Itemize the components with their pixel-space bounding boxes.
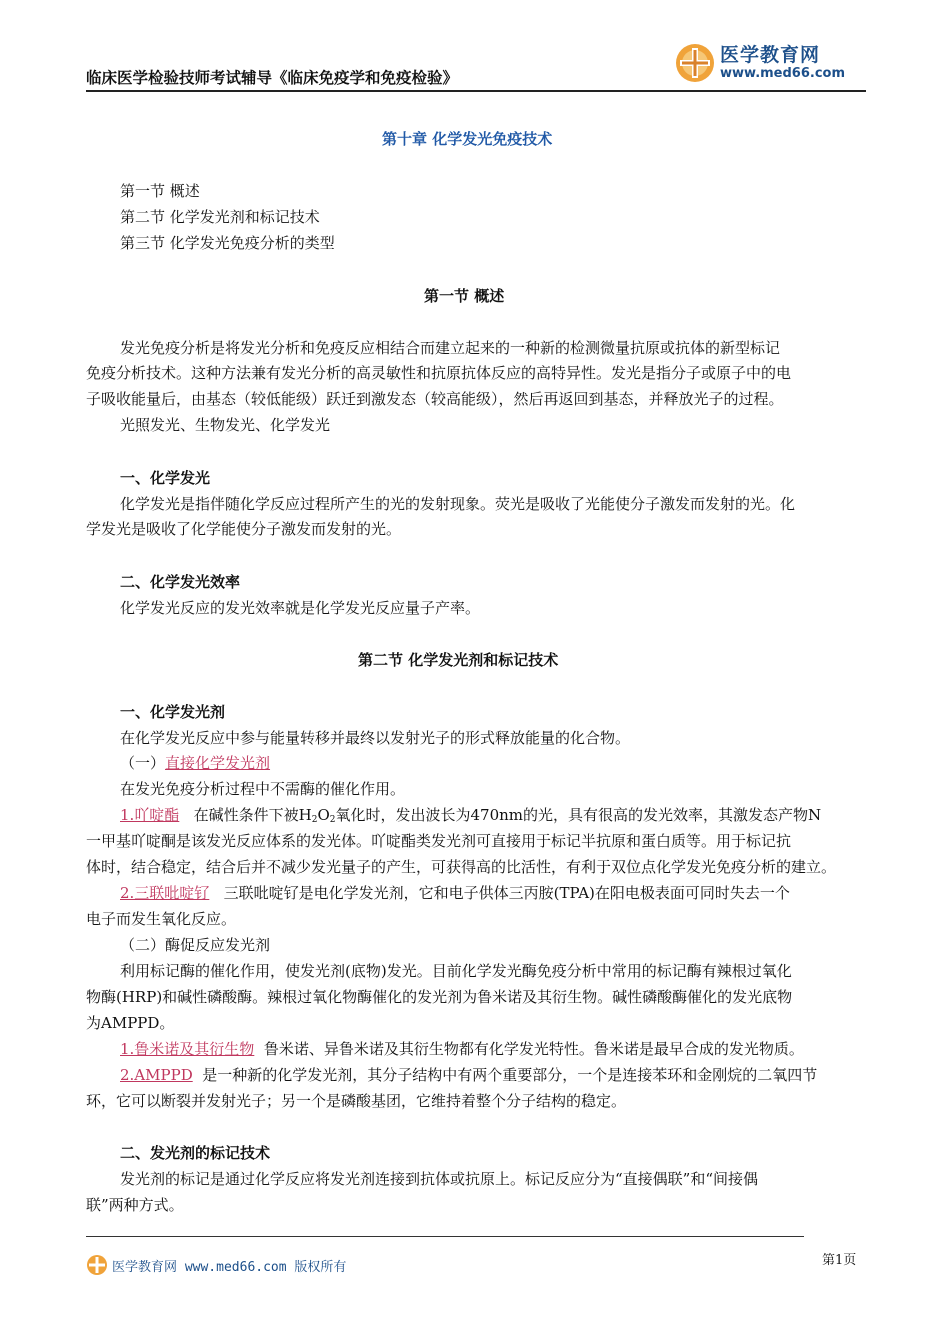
item-text: 是一种新的化学发光剂，其分子结构中有两个重要部分，一个是连接苯环和金刚烷的二氧四节	[202, 1066, 818, 1084]
paragraph-line	[120, 752, 270, 773]
page-number: 第1页	[822, 1253, 857, 1268]
item-text: 氧化时，发出波长为470nm的光，具有很高的发光效率，其激发态产物N	[335, 806, 822, 824]
paragraph-line: 化学发光是指伴随化学反应过程所产生的光的发射现象。荧光是吸收了光能使分子激发而发射的光。化	[120, 495, 796, 513]
paragraph-line: 利用标记酶的催化作用，使发光剂(底物)发光。目前化学发光酶免疫分析中常用的标记酶有辣根过氧化	[120, 962, 792, 980]
subheading: 一、化学发光	[120, 469, 211, 487]
direct-chemiluminescent-link[interactable]: 直接化学发光剂	[165, 754, 271, 772]
section-1-heading: 第一节 概述	[424, 287, 505, 305]
paragraph-line: 学发光是吸收了化学能使分子激发而发射的光。	[86, 520, 402, 538]
paragraph-line: 一甲基吖啶酮是该发光反应体系的发光体。吖啶酯类发光剂可直接用于标记半抗原和蛋白质等。用于标记抗	[86, 832, 792, 850]
paragraph-line: 联”两种方式。	[86, 1196, 184, 1214]
paragraph-line: 免疫分析技术。这种方法兼有发光分析的高灵敏性和抗原抗体反应的高特异性。发光是指分子或原子中的电	[86, 364, 792, 382]
subheading: 一、化学发光剂	[120, 703, 226, 721]
amppd-link[interactable]: 2.AMPPD	[120, 1066, 193, 1084]
brand-logo[interactable]	[672, 38, 872, 88]
luminol-link[interactable]: 1.鲁米诺及其衍生物	[120, 1040, 255, 1058]
paragraph-line: 在发光免疫分析过程中不需酶的催化作用。	[120, 780, 406, 798]
subscript: 2	[329, 815, 336, 825]
paragraph-line: 子吸收能量后，由基态（较低能级）跃迁到激发态（较高能级），然后再返回到基态，并释放光子的过程。	[86, 390, 784, 408]
paragraph-line: 环，它可以断裂并发射光子；另一个是磷酸基团，它维持着整个分子结构的稳定。	[86, 1092, 627, 1110]
toc-item: 第一节 概述	[120, 182, 200, 200]
item-text: 鲁米诺、异鲁米诺及其衍生物都有化学发光特性。鲁米诺是最早合成的发光物质。	[263, 1040, 804, 1058]
paragraph-line	[120, 804, 821, 825]
header-divider	[86, 90, 866, 92]
brand-logo-url[interactable]: www.med66.com	[720, 66, 846, 81]
footer-divider	[86, 1236, 804, 1237]
paragraph-line: 电子而发生氧化反应。	[86, 910, 237, 928]
paragraph-line: 化学发光反应的发光效率就是化学发光反应量子产率。	[120, 599, 481, 617]
subscript: 2	[311, 815, 318, 825]
section-2-heading: 第二节 化学发光剂和标记技术	[358, 651, 559, 669]
toc-item: 第三节 化学发光免疫分析的类型	[120, 234, 335, 252]
item-text: 在碱性条件下被H	[193, 806, 312, 824]
brand-logo-text: 医学教育网	[720, 44, 821, 66]
paragraph-line: 在化学发光反应中参与能量转移并最终以发射光子的形式释放能量的化合物。	[120, 729, 631, 747]
toc-item: 第二节 化学发光剂和标记技术	[120, 208, 320, 226]
subheading: 二、发光剂的标记技术	[120, 1144, 271, 1162]
paragraph-line: 光照发光、生物发光、化学发光	[120, 416, 331, 434]
paragraph-line	[120, 882, 790, 903]
paragraph-line: 发光免疫分析是将发光分析和免疫反应相结合而建立起来的一种新的检测微量抗原或抗体的新型标记	[120, 339, 781, 357]
chapter-title: 第十章 化学发光免疫技术	[382, 130, 553, 148]
ruthenium-link[interactable]: 2.三联吡啶钌	[120, 884, 210, 902]
paragraph-line: 体时，结合稳定，结合后并不减少发光量子的产生，可获得高的比活性，有利于双位点化学发光免疫分析的建立。	[86, 858, 837, 876]
item-text: O	[317, 806, 330, 824]
header-title: 临床医学检验技师考试辅导《临床免疫学和免疫检验》	[86, 69, 459, 87]
subheading: 二、化学发光效率	[120, 573, 241, 591]
paragraph-line	[120, 1064, 817, 1085]
footer-logo-icon	[86, 1254, 108, 1276]
paragraph-line	[120, 1038, 804, 1059]
paragraph-line: 发光剂的标记是通过化学反应将发光剂连接到抗体或抗原上。标记反应分为“直接偶联”和“间接偶	[120, 1170, 759, 1188]
acridinium-ester-link[interactable]: 1.吖啶酯	[120, 806, 180, 824]
paragraph-line: （二）酶促反应发光剂	[120, 936, 271, 954]
sub-prefix: （一）	[120, 754, 166, 772]
paragraph-line: 物酶(HRP)和碱性磷酸酶。辣根过氧化物酶催化的发光剂为鲁米诺及其衍生物。碱性磷酸酶催化的发光底物	[86, 988, 793, 1006]
footer-copyright[interactable]: 医学教育网 www.med66.com 版权所有	[112, 1260, 347, 1275]
item-text: 三联吡啶钌是电化学发光剂，它和电子供体三丙胺(TPA)在阳电极表面可同时失去一个	[223, 884, 790, 902]
brand-logo-icon	[674, 42, 716, 84]
paragraph-line: 为AMPPD。	[86, 1014, 175, 1032]
